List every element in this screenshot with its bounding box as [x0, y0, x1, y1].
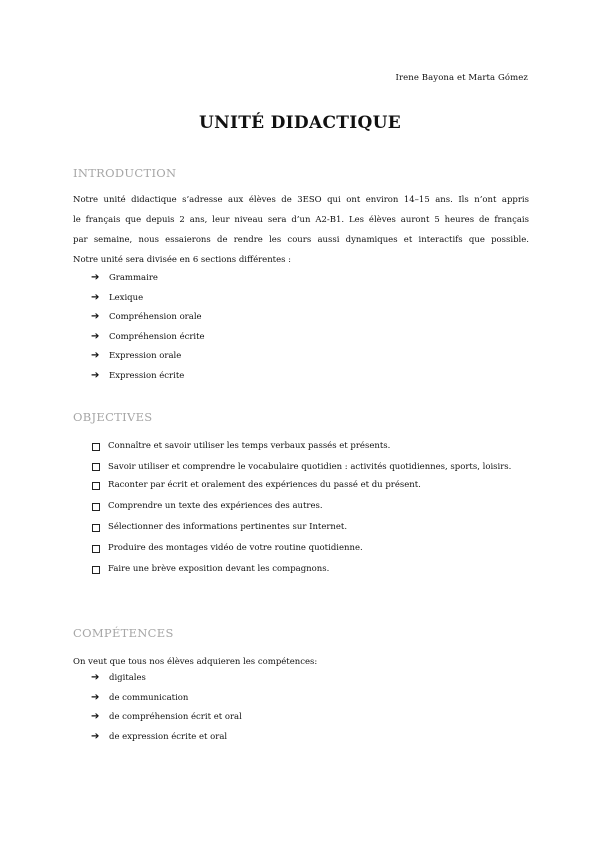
list-item: Raconter par écrit et oralement des expériences du passé et du présent.	[92, 480, 530, 491]
right-arrow-icon: ➔	[91, 330, 100, 342]
list-item: Produire des montages vidéo de votre routine quotidienne.	[92, 543, 530, 554]
competences-heading: COMPÉTENCES	[73, 626, 174, 640]
list-item: ➔ Compréhension orale	[91, 311, 202, 322]
authors: Irene Bayona et Marta Gómez	[395, 73, 528, 83]
checkbox-icon[interactable]	[92, 482, 100, 490]
list-item: ➔ digitales	[91, 672, 146, 683]
list-item: Connaître et savoir utiliser les temps verbaux passés et présents.	[92, 441, 530, 452]
list-item: Sélectionner des informations pertinentes sur Internet.	[92, 522, 530, 533]
list-item: ➔ Compréhension écrite	[91, 330, 205, 342]
introduction-line: Notre unité sera divisée en 6 sections différentes :	[73, 255, 292, 265]
competences-list	[91, 673, 242, 751]
list-item: ➔ de compréhension écrit et oral	[91, 711, 242, 722]
introduction-line: Notre unité didactique s’adresse aux élèves de 3ESO qui ont environ 14–15 ans. Ils n’ont appris	[73, 195, 529, 205]
right-arrow-icon: ➔	[91, 672, 100, 683]
objectives-list	[92, 441, 530, 585]
checkbox-icon[interactable]	[92, 443, 100, 451]
right-arrow-icon: ➔	[91, 730, 100, 742]
list-item: ➔ de communication	[91, 691, 189, 703]
sections-list	[91, 273, 205, 390]
introduction-line: par semaine, nous essaierons de rendre les cours aussi dynamiques et interactifs que possible.	[73, 235, 529, 245]
list-item: ➔ Grammaire	[91, 272, 158, 283]
list-item: ➔ Expression orale	[91, 350, 182, 361]
competences-intro: On veut que tous nos élèves adquieren les compétences:	[73, 657, 318, 667]
list-item: ➔ Expression écrite	[91, 369, 185, 381]
list-item: Faire une brève exposition devant les compagnons.	[92, 564, 530, 575]
right-arrow-icon: ➔	[91, 291, 100, 303]
right-arrow-icon: ➔	[91, 272, 100, 283]
introduction-heading: INTRODUCTION	[73, 166, 177, 180]
objectives-heading: OBJECTIVES	[73, 410, 153, 424]
list-item: Savoir utiliser et comprendre le vocabulaire quotidien : activités quotidiennes, sports, loisirs.	[92, 458, 530, 477]
right-arrow-icon: ➔	[91, 350, 100, 361]
checkbox-icon[interactable]	[92, 545, 100, 553]
right-arrow-icon: ➔	[91, 711, 100, 722]
page-title: UNITÉ DIDACTIQUE	[199, 113, 401, 133]
introduction-line: le français que depuis 2 ans, leur niveau sera d’un A2-B1. Les élèves auront 5 heures de français	[73, 215, 529, 225]
checkbox-icon[interactable]	[92, 503, 100, 511]
checkbox-icon[interactable]	[92, 524, 100, 532]
checkbox-icon[interactable]	[92, 566, 100, 574]
right-arrow-icon: ➔	[91, 691, 100, 703]
list-item: Comprendre un texte des expériences des autres.	[92, 501, 530, 512]
right-arrow-icon: ➔	[91, 369, 100, 381]
checkbox-icon[interactable]	[92, 463, 100, 471]
list-item: ➔ de expression écrite et oral	[91, 730, 228, 742]
introduction-paragraph	[73, 190, 529, 270]
list-item: ➔ Lexique	[91, 291, 144, 303]
right-arrow-icon: ➔	[91, 311, 100, 322]
